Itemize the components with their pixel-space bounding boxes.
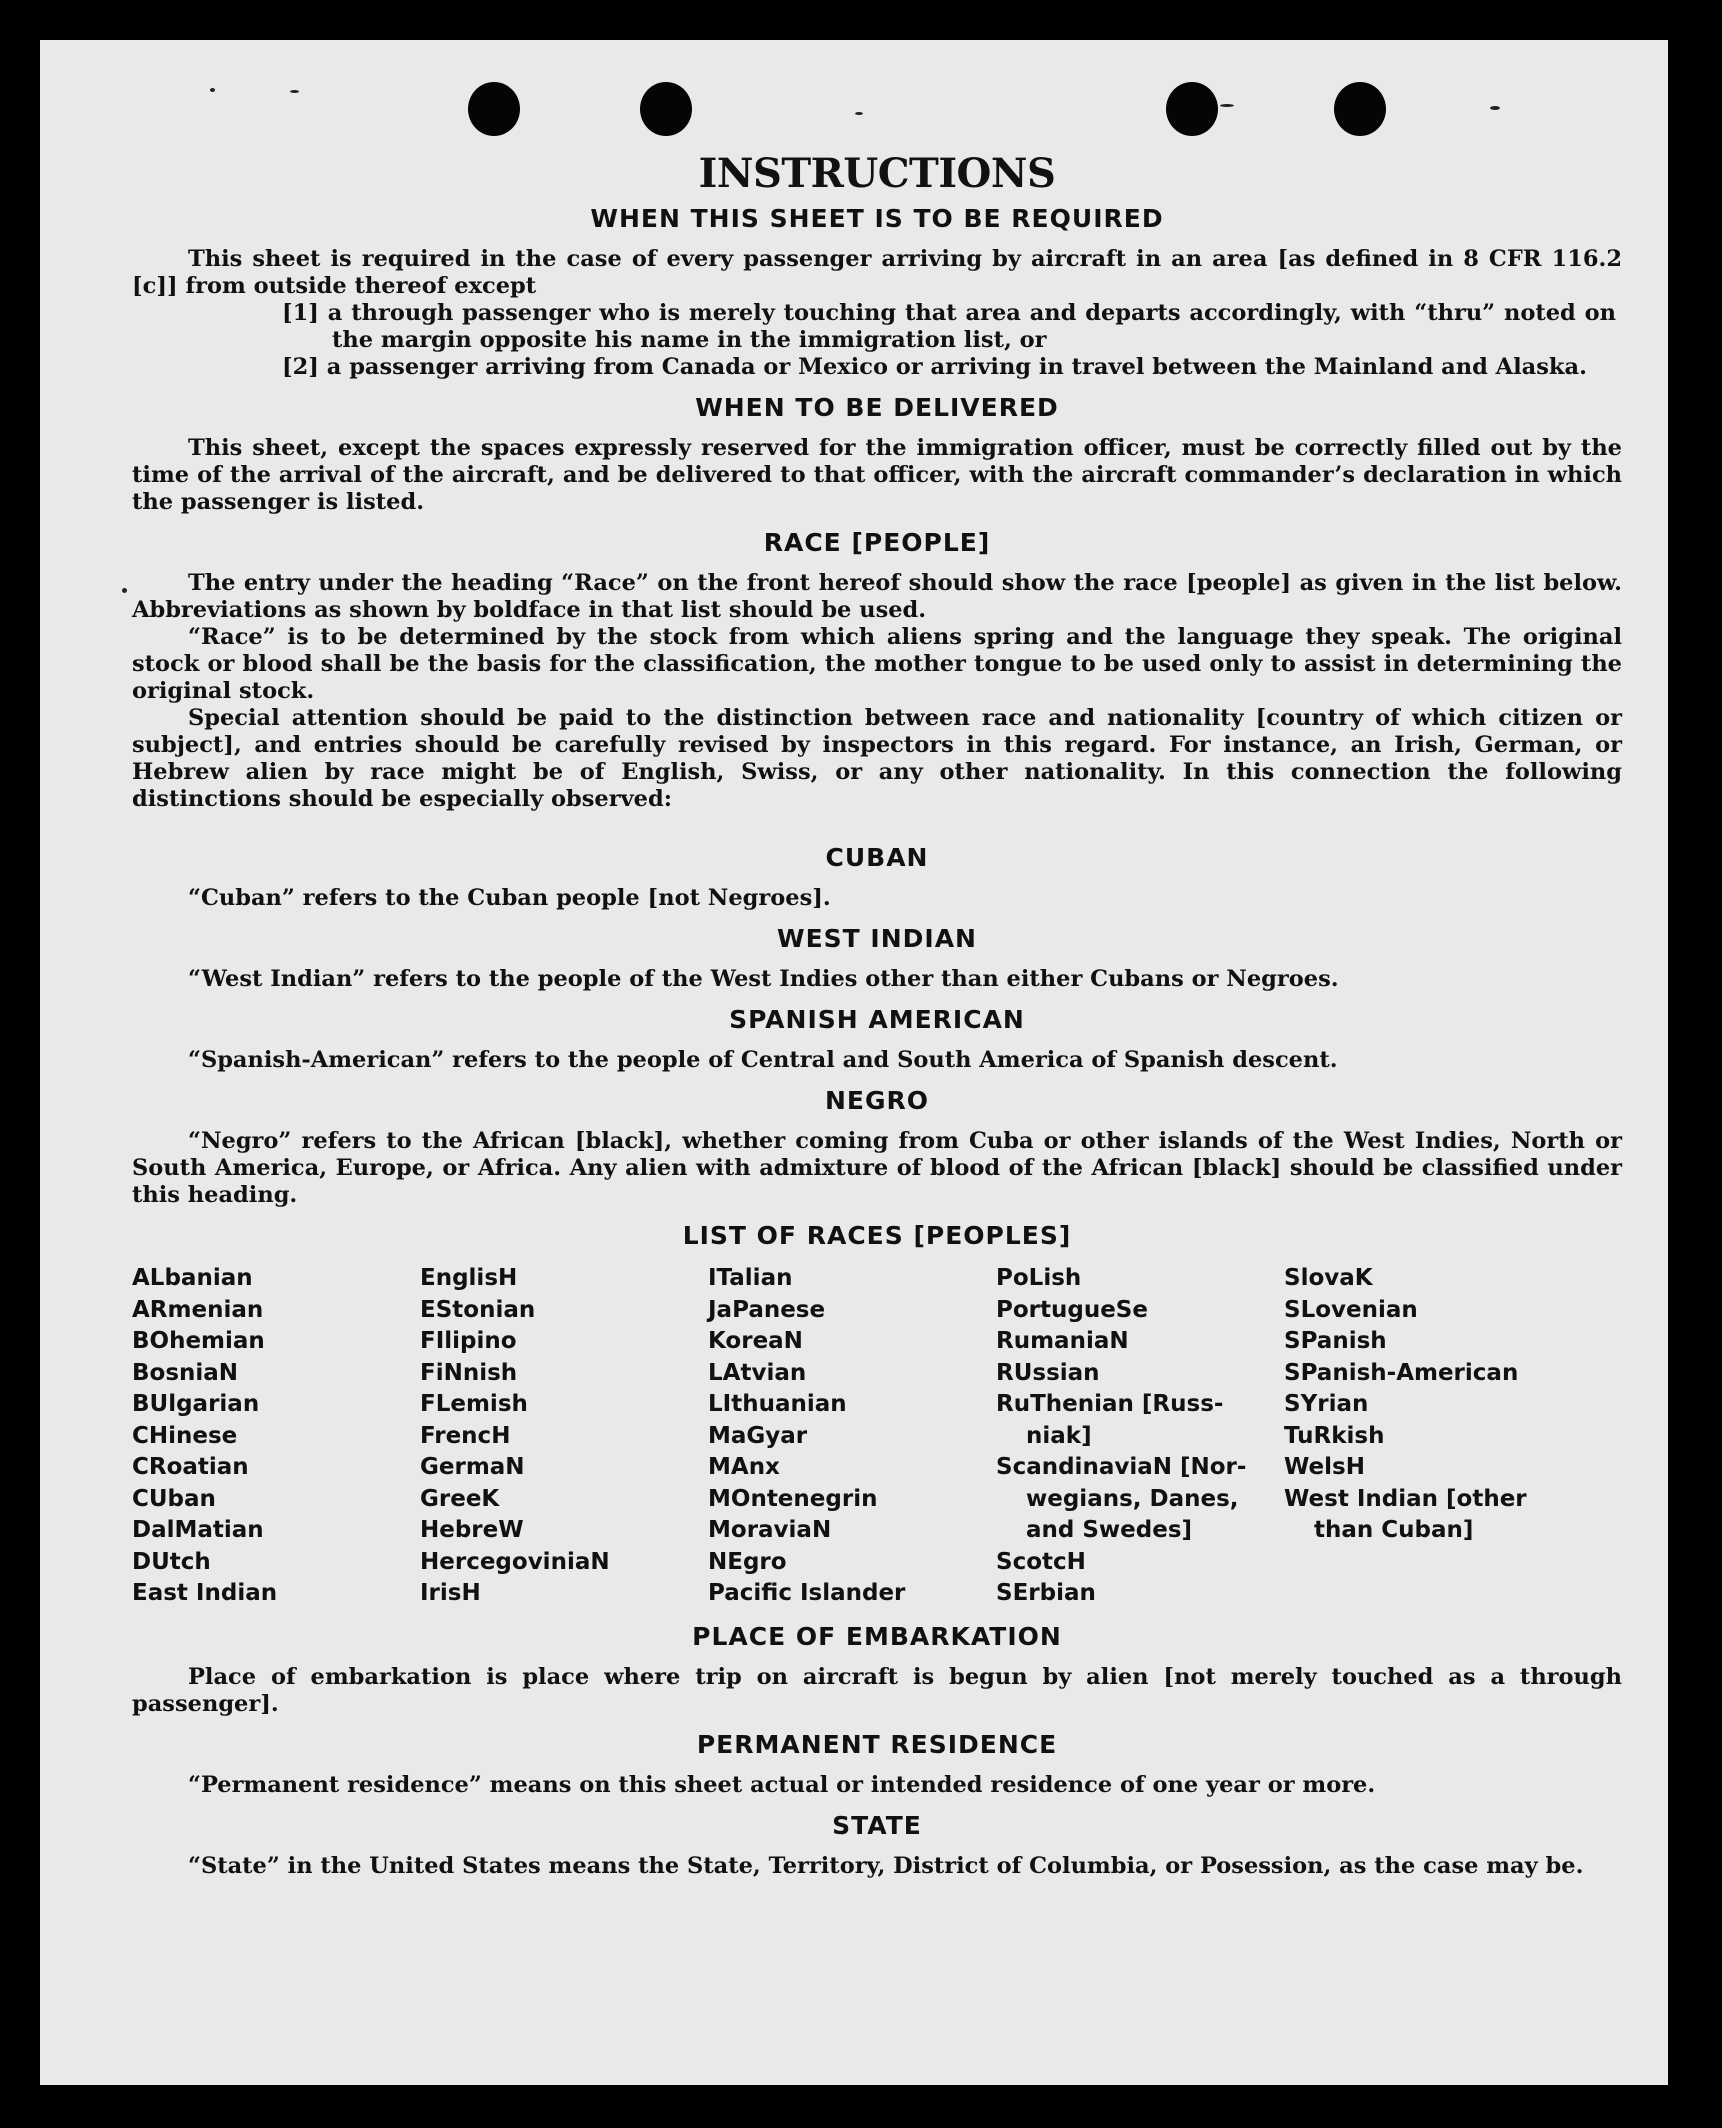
race-item: SYrian (1284, 1391, 1369, 1417)
race-item: MAnx (708, 1454, 780, 1480)
races-list (132, 1263, 1622, 1610)
paragraph: This sheet is required in the case of every passenger arriving by aircraft in an area [as defined in 8 CFR 116.2 [c]] from outside thereof except (132, 246, 1622, 299)
races-column-1 (132, 1263, 420, 1610)
race-item: ARmenian (132, 1296, 264, 1323)
instructions-content (132, 152, 1622, 1880)
race-item: SLovenian (1284, 1296, 1418, 1323)
section-heading-when-delivered: WHEN TO BE DELIVERED (695, 393, 1059, 422)
race-item: MoraviaN (708, 1517, 832, 1543)
race-item: SPanish (1284, 1328, 1387, 1354)
punch-hole (1334, 82, 1386, 136)
race-item: GermaN (420, 1454, 525, 1480)
paragraph: Special attention should be paid to the distinction between race and nationality [country of which citizen or subject], and entries should be carefully revised by inspectors in this regard. For instance, an Irish, German, or Hebrew alien by race might be of English, Swiss, or any other nationality. In this connection the following distinctions should be especially observed: (132, 705, 1622, 812)
list-item: [1] a through passenger who is merely touching that area and departs accordingly, with “thru” noted on the margin opposite his name in the immigration list, or (282, 300, 1616, 353)
race-item: NEgro (708, 1548, 787, 1575)
race-item: EnglisH (420, 1265, 518, 1291)
section-heading-state: STATE (832, 1810, 922, 1840)
document-sheet (40, 40, 1668, 2085)
race-item: SlovaK (1284, 1265, 1373, 1291)
race-item: BOhemian (132, 1328, 265, 1354)
race-item: PortugueSe (996, 1296, 1148, 1323)
section-heading-permanent-residence: PERMANENT RESIDENCE (696, 1729, 1058, 1759)
section-heading-west-indian: WEST INDIAN (777, 924, 977, 953)
race-item: RumaniaN (996, 1328, 1129, 1354)
speck (1490, 106, 1500, 110)
race-item: ScandinaviaN [Nor- (996, 1454, 1247, 1480)
list-item: [2] a passenger arriving from Canada or Mexico or arriving in travel between the Mainland and Alaska. (282, 354, 1587, 380)
race-item: SErbian (996, 1580, 1096, 1606)
races-column-2 (420, 1263, 708, 1610)
punch-hole (1166, 82, 1218, 136)
speck (122, 588, 127, 593)
race-item: IrisH (420, 1580, 481, 1606)
paragraph: “Race” is to be determined by the stock from which aliens spring and the language they speak. The original stock or blood shall be the basis for the classification, the mother tongue to be used only to assist in determining the original stock. (132, 624, 1622, 704)
paragraph: “West Indian” refers to the people of the West Indies other than either Cubans or Negroes. (188, 966, 1339, 992)
race-item: JaPanese (708, 1296, 826, 1323)
section-heading-when-required: WHEN THIS SHEET IS TO BE REQUIRED (590, 204, 1164, 233)
paragraph: “Spanish-American” refers to the people of Central and South America of Spanish descent. (188, 1047, 1338, 1073)
race-item: ALbanian (132, 1265, 253, 1291)
race-item: FIlipino (420, 1328, 517, 1354)
race-item: CUban (132, 1485, 216, 1512)
race-item: BosniaN (132, 1359, 239, 1386)
race-item: CRoatian (132, 1454, 249, 1480)
section-heading-spanish-american: SPANISH AMERICAN (729, 1005, 1025, 1034)
race-item: FLemish (420, 1391, 528, 1417)
speck (1220, 104, 1234, 107)
race-item: MOntenegrin (708, 1485, 878, 1512)
speck (290, 90, 299, 93)
race-item: KoreaN (708, 1328, 803, 1354)
race-item: CHinese (132, 1422, 238, 1449)
race-item: RUssian (996, 1359, 1100, 1386)
race-item: BUlgarian (132, 1391, 260, 1417)
section-heading-list-of-races: LIST OF RACES [PEOPLES] (682, 1221, 1072, 1250)
race-item: LAtvian (708, 1359, 807, 1386)
race-item: DUtch (132, 1548, 211, 1575)
paragraph: This sheet, except the spaces expressly reserved for the immigration officer, must be correctly filled out by the time of the arrival of the aircraft, and be delivered to that officer, with the aircraft commander’s declaration in which the passenger is listed. (132, 435, 1622, 515)
race-item: RuThenian [Russ- (996, 1391, 1224, 1417)
race-item: LIthuanian (708, 1391, 847, 1417)
races-column-4 (996, 1263, 1284, 1610)
race-item: HebreW (420, 1517, 524, 1543)
race-item: East Indian (132, 1580, 278, 1606)
paragraph: “Negro” refers to the African [black], whether coming from Cuba or other islands of the West Indies, North or South America, Europe, or Africa. Any alien with admixture of blood of the African [black] should be classified under this heading. (132, 1128, 1622, 1208)
race-item: wegians, Danes, (1026, 1485, 1239, 1512)
race-item: FiNnish (420, 1359, 518, 1386)
race-item: than Cuban] (1314, 1517, 1474, 1543)
race-item: WelsH (1284, 1454, 1365, 1480)
page-title: INSTRUCTIONS (698, 150, 1056, 197)
race-item: FrencH (420, 1422, 511, 1449)
punch-hole (640, 82, 692, 136)
paragraph: The entry under the heading “Race” on the front hereof should show the race [people] as given in the list below. Abbreviations as shown by boldface in that list should be used. (132, 570, 1622, 623)
race-item: EStonian (420, 1296, 536, 1323)
race-item: TuRkish (1284, 1422, 1385, 1449)
race-item: GreeK (420, 1485, 500, 1512)
races-column-3 (708, 1263, 996, 1610)
race-item: ITalian (708, 1265, 793, 1291)
race-item: ScotcH (996, 1548, 1086, 1575)
race-item: MaGyar (708, 1422, 808, 1449)
race-item: Pacific Islander (708, 1580, 906, 1606)
race-item: SPanish-American (1284, 1359, 1519, 1386)
race-item: DalMatian (132, 1517, 264, 1543)
paragraph: “State” in the United States means the State, Territory, District of Columbia, or Posession, as the case may be. (188, 1852, 1584, 1879)
speck (855, 112, 863, 115)
paragraph: Place of embarkation is place where trip on aircraft is begun by alien [not merely touched as a through passenger]. (132, 1663, 1622, 1717)
race-item: niak] (1026, 1422, 1092, 1449)
paragraph: “Cuban” refers to the Cuban people [not Negroes]. (188, 885, 831, 911)
section-heading-embarkation: PLACE OF EMBARKATION (692, 1621, 1062, 1651)
paragraph: “Permanent residence” means on this sheet actual or intended residence of one year or more. (188, 1771, 1376, 1798)
race-item: West Indian [other (1284, 1485, 1527, 1512)
race-item: and Swedes] (1026, 1517, 1193, 1543)
punch-hole (468, 82, 520, 136)
speck (210, 88, 215, 92)
race-item: HercegoviniaN (420, 1548, 610, 1575)
section-heading-negro: NEGRO (824, 1086, 930, 1115)
race-item: PoLish (996, 1265, 1082, 1291)
section-heading-race: RACE [PEOPLE] (763, 528, 991, 557)
section-heading-cuban: CUBAN (825, 843, 929, 872)
races-column-5 (1284, 1263, 1572, 1610)
